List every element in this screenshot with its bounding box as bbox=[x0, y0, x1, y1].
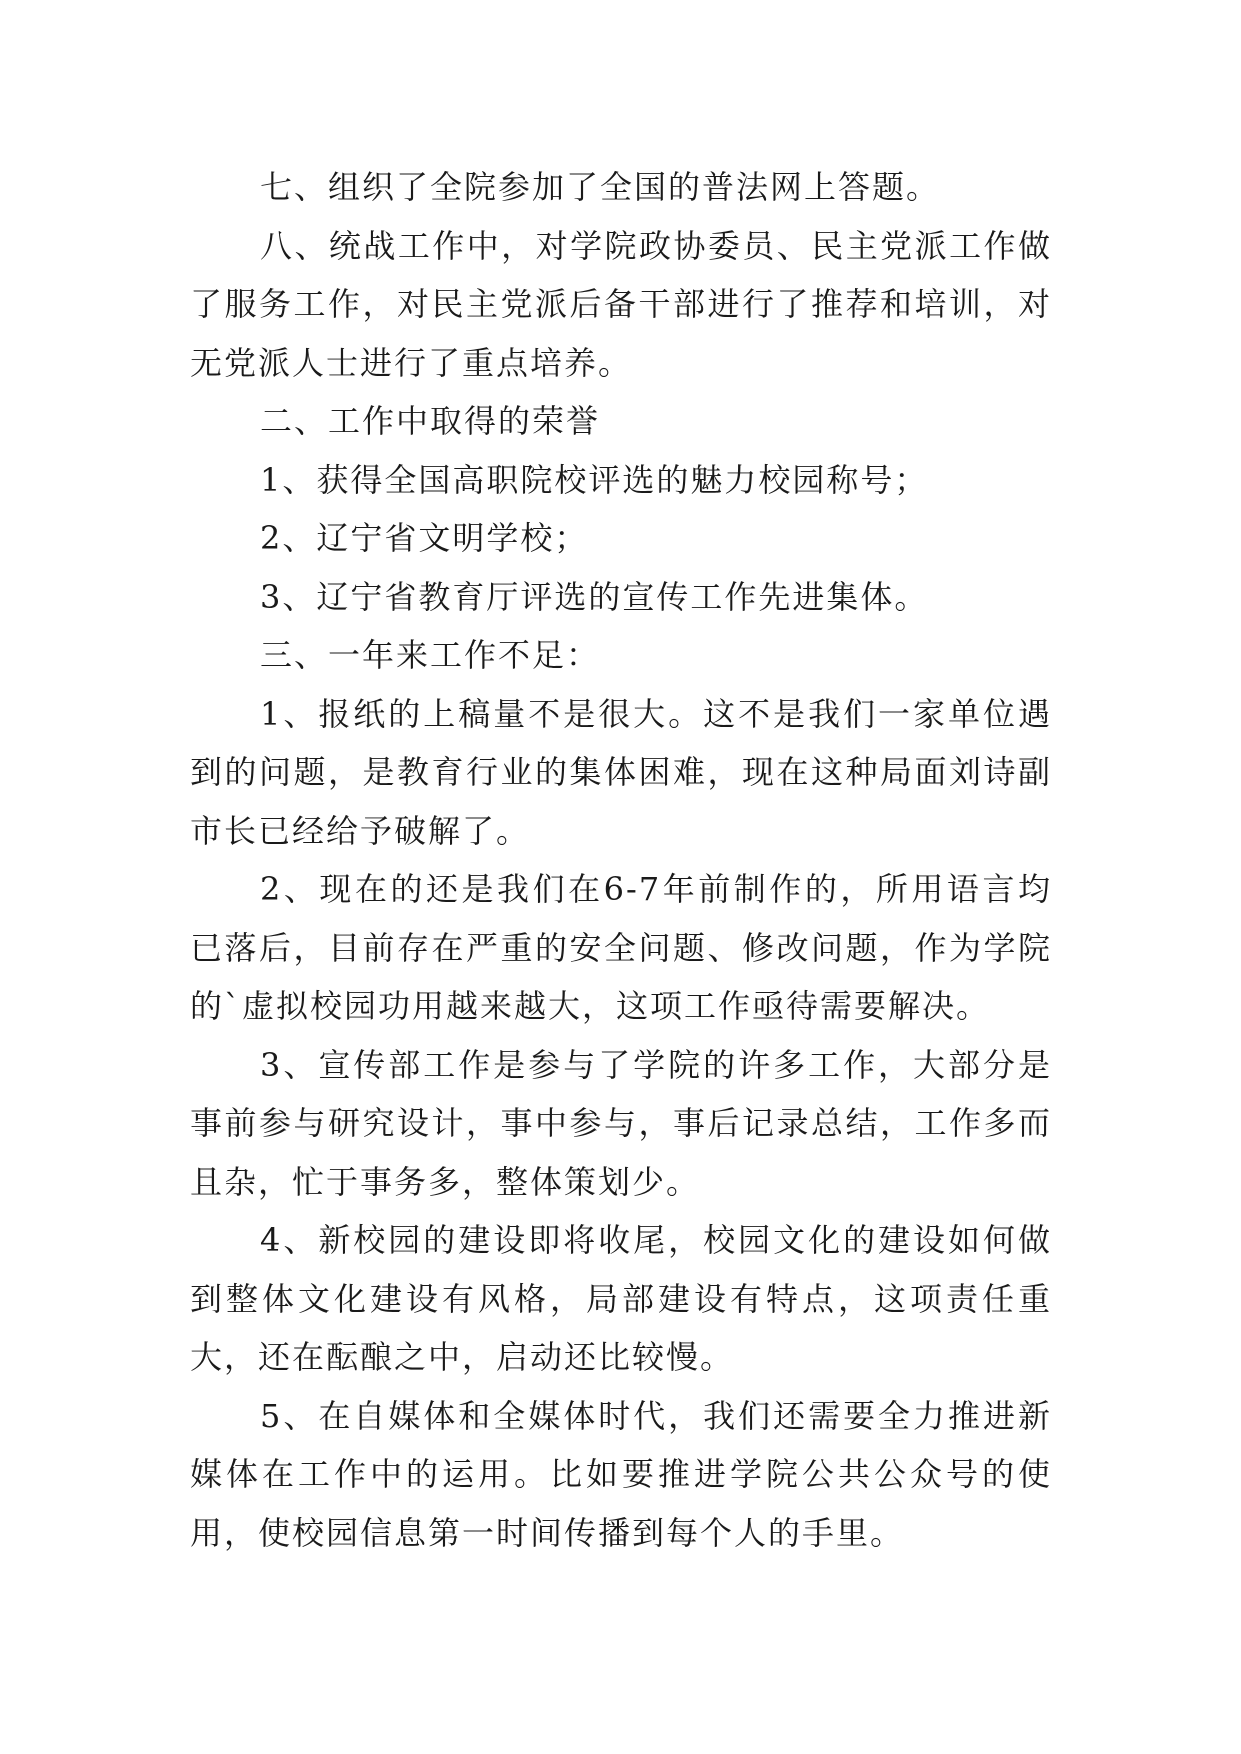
honor-item-2: 2、辽宁省文明学校； bbox=[260, 519, 589, 557]
shortcoming-item-3: 3、宣传部工作是参与了学院的许多工作，大部分是事前参与研究设计，事中参与，事后记录总结，工作多而且杂，忙于事务多，整体策划少。 bbox=[190, 1045, 1052, 1201]
honor-item-3: 3、辽宁省教育厅评选的宣传工作先进集体。 bbox=[260, 577, 929, 616]
shortcoming-item-5: 5、在自媒体和全媒体时代，我们还需要全力推进新媒体在工作中的运用。比如要推进学院公共公众号的使用，使校园信息第一时间传播到每个人的手里。 bbox=[190, 1396, 1052, 1552]
paragraph-item-eight: 八、统战工作中，对学院政协委员、民主党派工作做了服务工作，对民主党派后备干部进行了推荐和培训，对无党派人士进行了重点培养。 bbox=[190, 226, 1052, 382]
document-page bbox=[190, 158, 1052, 1562]
paragraph-item-seven: 七、组织了全院参加了全国的普法网上答题。 bbox=[260, 168, 941, 206]
honor-item-1: 1、获得全国高职院校评选的魅力校园称号； bbox=[260, 460, 929, 499]
section-heading-shortcomings: 三、一年来工作不足： bbox=[260, 636, 601, 674]
shortcoming-item-4: 4、新校园的建设即将收尾，校园文化的建设如何做到整体文化建设有风格，局部建设有特点，这项责任重大，还在酝酿之中，启动还比较慢。 bbox=[190, 1221, 1052, 1376]
shortcoming-item-1: 1、报纸的上稿量不是很大。这不是我们一家单位遇到的问题，是教育行业的集体困难，现在这种局面刘诗副市长已经给予破解了。 bbox=[190, 694, 1052, 850]
section-heading-honors: 二、工作中取得的荣誉 bbox=[260, 402, 601, 440]
shortcoming-item-2: 2、现在的还是我们在6-7年前制作的，所用语言均已落后，目前存在严重的安全问题、修改问题，作为学院的`虚拟校园功用越来越大，这项工作亟待需要解决。 bbox=[190, 870, 1052, 1025]
